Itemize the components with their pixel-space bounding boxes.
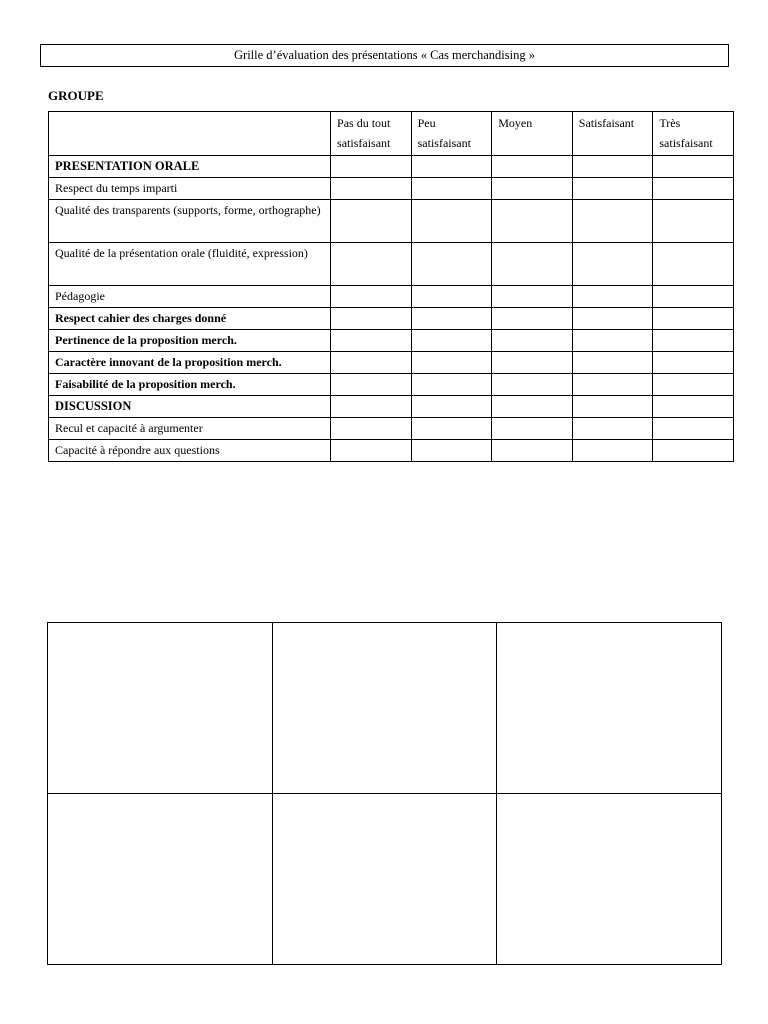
section-label: DISCUSSION — [49, 396, 331, 418]
rating-cell[interactable] — [331, 200, 412, 243]
criterion-label: Qualité de la présentation orale (fluidité, expression) — [49, 243, 331, 286]
rating-cell[interactable] — [331, 352, 412, 374]
rating-cell[interactable] — [331, 286, 412, 308]
blank-box[interactable] — [48, 794, 273, 965]
rating-cell[interactable] — [492, 286, 573, 308]
rating-cell[interactable] — [411, 156, 492, 178]
section-row — [49, 396, 734, 418]
rating-cell[interactable] — [572, 200, 653, 243]
rating-cell[interactable] — [331, 330, 412, 352]
blank-box[interactable] — [497, 794, 722, 965]
rating-cell[interactable] — [411, 200, 492, 243]
rating-cell[interactable] — [492, 200, 573, 243]
header-rating-2: Peu satisfaisant — [411, 112, 492, 156]
rating-cell[interactable] — [492, 352, 573, 374]
criterion-label: Capacité à répondre aux questions — [49, 440, 331, 462]
rating-cell[interactable] — [331, 178, 412, 200]
rating-cell[interactable] — [411, 352, 492, 374]
rating-cell[interactable] — [653, 352, 734, 374]
rating-cell[interactable] — [411, 396, 492, 418]
criterion-row — [49, 243, 734, 286]
section-row — [49, 156, 734, 178]
criterion-row — [49, 440, 734, 462]
header-rating-4: Satisfaisant — [572, 112, 653, 156]
rating-cell[interactable] — [411, 418, 492, 440]
rating-cell[interactable] — [653, 156, 734, 178]
rating-cell[interactable] — [331, 418, 412, 440]
rating-cell[interactable] — [653, 396, 734, 418]
criteria-body — [49, 156, 734, 462]
rating-cell[interactable] — [572, 286, 653, 308]
rating-cell[interactable] — [411, 308, 492, 330]
rating-cell[interactable] — [411, 286, 492, 308]
blank-box[interactable] — [497, 623, 722, 794]
criterion-row — [49, 308, 734, 330]
criterion-label: Recul et capacité à argumenter — [49, 418, 331, 440]
boxes-row — [48, 794, 722, 965]
document-title-box — [40, 44, 729, 67]
rating-cell[interactable] — [331, 156, 412, 178]
rating-cell[interactable] — [572, 352, 653, 374]
criterion-label: Respect cahier des charges donné — [49, 308, 331, 330]
rating-cell[interactable] — [572, 374, 653, 396]
rating-cell[interactable] — [572, 178, 653, 200]
rating-cell[interactable] — [572, 156, 653, 178]
rating-cell[interactable] — [492, 308, 573, 330]
header-rating-1: Pas du tout satisfaisant — [331, 112, 412, 156]
rating-cell[interactable] — [653, 418, 734, 440]
rating-cell[interactable] — [331, 308, 412, 330]
criterion-label: Faisabilité de la proposition merch. — [49, 374, 331, 396]
criterion-row — [49, 178, 734, 200]
criterion-label: Pédagogie — [49, 286, 331, 308]
criterion-label: Caractère innovant de la proposition merch. — [49, 352, 331, 374]
boxes-row — [48, 623, 722, 794]
section-label: PRESENTATION ORALE — [49, 156, 331, 178]
rating-cell[interactable] — [411, 440, 492, 462]
rating-cell[interactable] — [331, 374, 412, 396]
rating-cell[interactable] — [492, 418, 573, 440]
rating-cell[interactable] — [492, 374, 573, 396]
rating-cell[interactable] — [411, 374, 492, 396]
blank-box[interactable] — [48, 623, 273, 794]
header-criteria-cell — [49, 112, 331, 156]
rating-cell[interactable] — [331, 440, 412, 462]
rating-cell[interactable] — [653, 178, 734, 200]
criterion-label: Qualité des transparents (supports, forme, orthographe) — [49, 200, 331, 243]
rating-cell[interactable] — [653, 200, 734, 243]
rating-cell[interactable] — [492, 440, 573, 462]
evaluation-grid — [48, 111, 734, 462]
criterion-row — [49, 286, 734, 308]
rating-cell[interactable] — [411, 330, 492, 352]
criterion-row — [49, 200, 734, 243]
rating-cell[interactable] — [331, 396, 412, 418]
rating-cell[interactable] — [572, 396, 653, 418]
criterion-row — [49, 330, 734, 352]
rating-cell[interactable] — [492, 156, 573, 178]
rating-cell[interactable] — [572, 440, 653, 462]
group-label: GROUPE — [48, 88, 104, 103]
rating-cell[interactable] — [411, 243, 492, 286]
blank-box[interactable] — [272, 623, 497, 794]
header-row — [49, 112, 734, 156]
rating-cell[interactable] — [572, 418, 653, 440]
header-rating-5: Très satisfaisant — [653, 112, 734, 156]
rating-cell[interactable] — [653, 243, 734, 286]
criterion-label: Pertinence de la proposition merch. — [49, 330, 331, 352]
criterion-label: Respect du temps imparti — [49, 178, 331, 200]
blank-boxes-grid — [47, 622, 722, 965]
header-rating-3: Moyen — [492, 112, 573, 156]
rating-cell[interactable] — [653, 374, 734, 396]
rating-cell[interactable] — [331, 243, 412, 286]
rating-cell[interactable] — [572, 308, 653, 330]
rating-cell[interactable] — [653, 286, 734, 308]
document-title: Grille d’évaluation des présentations « Cas merchandising » — [234, 48, 535, 62]
rating-cell[interactable] — [411, 178, 492, 200]
rating-cell[interactable] — [492, 330, 573, 352]
rating-cell[interactable] — [572, 243, 653, 286]
criterion-row — [49, 418, 734, 440]
criterion-row — [49, 374, 734, 396]
rating-cell[interactable] — [653, 308, 734, 330]
blank-box[interactable] — [272, 794, 497, 965]
rating-cell[interactable] — [653, 440, 734, 462]
rating-cell[interactable] — [492, 396, 573, 418]
criterion-row — [49, 352, 734, 374]
rating-cell[interactable] — [492, 243, 573, 286]
rating-cell[interactable] — [653, 330, 734, 352]
rating-cell[interactable] — [492, 178, 573, 200]
rating-cell[interactable] — [572, 330, 653, 352]
